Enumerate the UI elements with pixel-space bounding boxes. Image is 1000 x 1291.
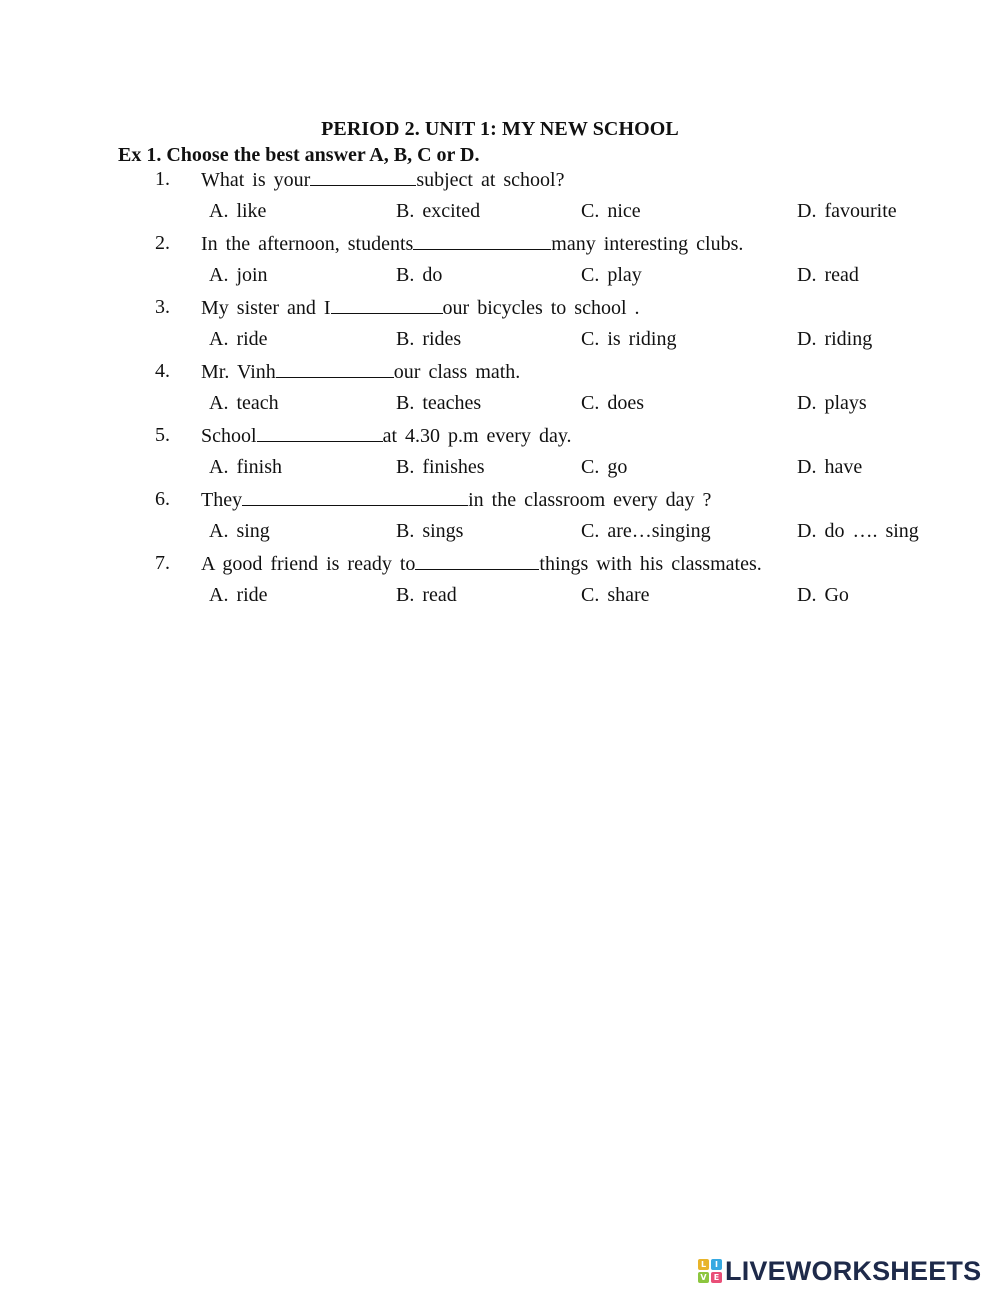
answer-blank[interactable] [257, 423, 383, 442]
question-number: 1. [155, 168, 170, 190]
option-d[interactable]: D. favourite [797, 200, 897, 222]
answer-blank[interactable] [310, 167, 416, 186]
question-text [201, 551, 762, 576]
question-tail: our class math. [393, 361, 521, 383]
option-a[interactable]: A. ride [209, 328, 268, 350]
option-d[interactable]: D. riding [797, 328, 873, 350]
question-number: 3. [155, 296, 170, 318]
question-stem: They [201, 489, 243, 511]
question-stem: A good friend is ready to [201, 553, 416, 575]
option-c[interactable]: C. does [581, 392, 644, 414]
option-b[interactable]: B. read [396, 584, 457, 606]
answer-blank[interactable] [413, 231, 551, 250]
option-a[interactable]: A. teach [209, 392, 279, 414]
logo-block-i: I [711, 1259, 722, 1270]
question-6 [0, 487, 1000, 551]
question-text [201, 487, 711, 512]
answer-blank[interactable] [331, 295, 443, 314]
question-number: 5. [155, 424, 170, 446]
question-tail: many interesting clubs. [551, 233, 744, 255]
option-c[interactable]: C. play [581, 264, 642, 286]
question-number: 2. [155, 232, 170, 254]
question-text [201, 231, 743, 256]
answer-blank[interactable] [276, 359, 394, 378]
question-1 [0, 167, 1000, 231]
option-d[interactable]: D. plays [797, 392, 867, 414]
question-stem: My sister and I [201, 297, 331, 319]
logo-block-l: L [698, 1259, 709, 1270]
question-4 [0, 359, 1000, 423]
option-c[interactable]: C. nice [581, 200, 641, 222]
option-b[interactable]: B. rides [396, 328, 462, 350]
logo-block-v: V [698, 1272, 709, 1283]
liveworksheets-logo [698, 1256, 981, 1286]
option-b[interactable]: B. excited [396, 200, 481, 222]
question-number: 6. [155, 488, 170, 510]
option-a[interactable]: A. ride [209, 584, 268, 606]
answer-blank[interactable] [415, 551, 539, 570]
question-tail: things with his classmates. [539, 553, 762, 575]
question-text [201, 167, 565, 192]
logo-wordmark: LIVEWORKSHEETS [725, 1255, 982, 1286]
option-a[interactable]: A. finish [209, 456, 282, 478]
answer-blank[interactable] [242, 487, 468, 506]
question-stem: In the afternoon, students [201, 233, 414, 255]
logo-blocks-icon [698, 1259, 722, 1283]
question-text [201, 423, 572, 448]
question-stem: What is your [201, 169, 311, 191]
question-number: 4. [155, 360, 170, 382]
question-7 [0, 551, 1000, 615]
question-tail: our bicycles to school . [442, 297, 640, 319]
question-tail: in the classroom every day ? [468, 489, 712, 511]
question-text [201, 359, 520, 384]
option-c[interactable]: C. are…singing [581, 520, 711, 542]
page-title: PERIOD 2. UNIT 1: MY NEW SCHOOL [321, 118, 679, 140]
option-b[interactable]: B. finishes [396, 456, 485, 478]
exercise-instruction: Ex 1. Choose the best answer A, B, C or D. [118, 144, 480, 166]
question-stem: Mr. Vinh [201, 361, 276, 383]
option-d[interactable]: D. read [797, 264, 859, 286]
question-5 [0, 423, 1000, 487]
option-a[interactable]: A. like [209, 200, 267, 222]
question-2 [0, 231, 1000, 295]
option-c[interactable]: C. go [581, 456, 628, 478]
question-tail: at 4.30 p.m every day. [382, 425, 572, 447]
option-b[interactable]: B. do [396, 264, 443, 286]
option-b[interactable]: B. sings [396, 520, 464, 542]
question-number: 7. [155, 552, 170, 574]
question-3 [0, 295, 1000, 359]
question-text [201, 295, 640, 320]
logo-block-e: E [711, 1272, 722, 1283]
option-c[interactable]: C. share [581, 584, 650, 606]
option-b[interactable]: B. teaches [396, 392, 482, 414]
option-c[interactable]: C. is riding [581, 328, 677, 350]
option-a[interactable]: A. join [209, 264, 268, 286]
option-d[interactable]: D. have [797, 456, 863, 478]
question-tail: subject at school? [416, 169, 565, 191]
option-d[interactable]: D. Go [797, 584, 849, 606]
option-d[interactable]: D. do …. sing [797, 520, 919, 542]
question-stem: School [201, 425, 257, 447]
option-a[interactable]: A. sing [209, 520, 270, 542]
